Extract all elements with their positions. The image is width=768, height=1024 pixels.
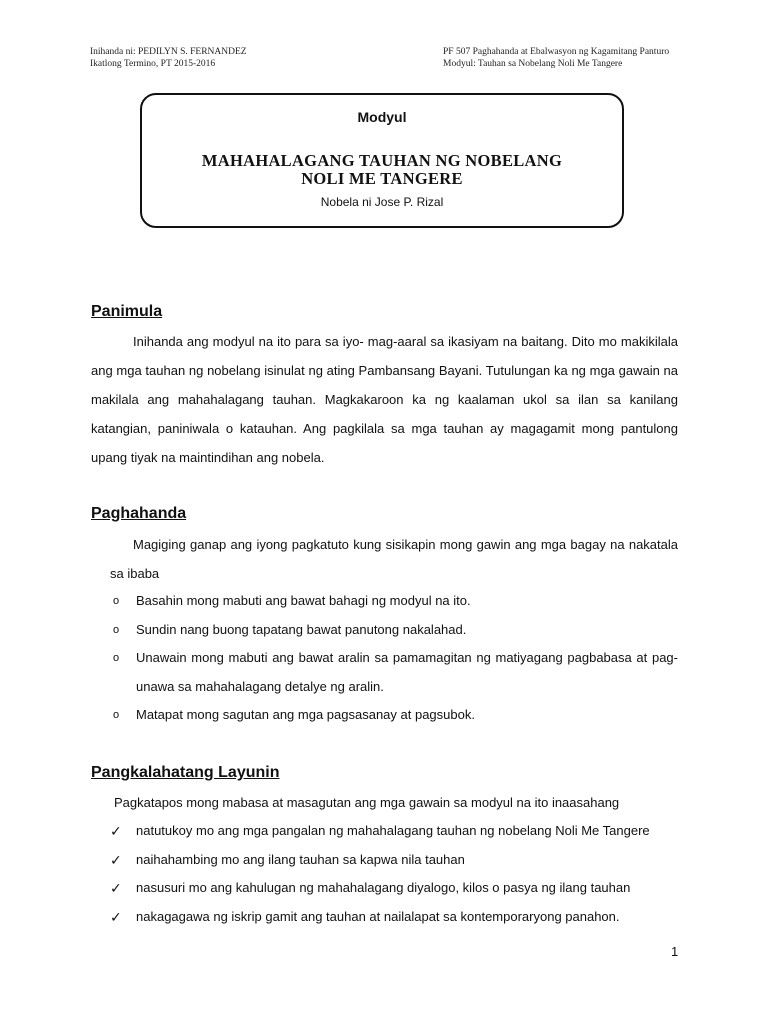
list-item-text: natutukoy mo ang mga pangalan ng mahahalagang tauhan ng nobelang Noli Me Tangere — [136, 823, 650, 838]
list-item-text: Basahin mong mabuti ang bawat bahagi ng modyul na ito. — [136, 593, 471, 608]
list-item-text: nasusuri mo ang kahulugan ng mahahalagang diyalogo, kilos o pasya ng ilang tauhan — [136, 880, 631, 895]
list-item-text: Unawain mong mabuti ang bawat aralin sa pamamagitan ng matiyagang pagbabasa at pag-unawa sa mahahalagang detalye ng aralin. — [136, 650, 678, 694]
title-line-1: MAHAHALAGANG TAUHAN NG NOBELANG — [201, 151, 563, 170]
checkmark-icon: ✓ — [110, 823, 122, 839]
header-course: PF 507 Paghahanda at Ebalwasyon ng Kagamitang Panturo — [443, 47, 670, 57]
list-item — [110, 644, 678, 701]
circle-bullet-icon: o — [113, 595, 120, 607]
list-item — [110, 701, 678, 730]
list-item-text: Sundin nang buong tapatang bawat panutong nakalahad. — [136, 621, 467, 637]
section-heading-layunin: Pangkalahatang Layunin — [91, 764, 280, 781]
circle-bullet-icon: o — [113, 709, 120, 721]
page-number: 1 — [671, 944, 679, 959]
list-item-text: naihahambing mo ang ilang tauhan sa kapwa nila tauhan — [136, 851, 465, 867]
list-item — [110, 874, 678, 903]
circle-bullet-icon: o — [113, 623, 120, 636]
title-subtitle: Nobela ni Jose P. Rizal — [320, 195, 444, 209]
list-item — [110, 846, 678, 875]
header-left — [90, 46, 247, 70]
section-heading-paghahanda: Paghahanda — [91, 505, 187, 522]
checkmark-icon: ✓ — [110, 880, 122, 896]
title-box — [140, 93, 624, 228]
layunin-intro: Pagkatapos mong mabasa at masagutan ang mga gawain sa modyul na ito inaasahang — [114, 795, 620, 810]
layunin-list — [110, 817, 678, 931]
header-right — [443, 46, 669, 70]
header-term: Ikatlong Termino, PT 2015-2016 — [90, 59, 216, 69]
title-label: Modyul — [357, 109, 407, 125]
paghahanda-intro: Magiging ganap ang iyong pagkatuto kung sisikapin mong gawin ang mga bagay na nakatala sa ibaba — [110, 537, 678, 581]
header-author: Inihanda ni: PEDILYN S. FERNANDEZ — [90, 47, 247, 57]
header-module: Modyul: Tauhan sa Nobelang Noli Me Tangere — [443, 59, 623, 69]
checkmark-icon: ✓ — [110, 908, 122, 925]
list-item-text: nakagagawa ng iskrip gamit ang tauhan at nailalapat sa kontemporaryong panahon. — [136, 908, 620, 924]
list-item — [110, 903, 678, 932]
list-item — [110, 616, 678, 645]
page-title — [142, 152, 622, 188]
circle-bullet-icon: o — [113, 652, 120, 664]
list-item — [110, 817, 678, 846]
list-item-text: Matapat mong sagutan ang mga pagsasanay at pagsubok. — [136, 707, 475, 722]
list-item — [110, 587, 678, 616]
title-line-2: NOLI ME TANGERE — [301, 169, 463, 188]
section-heading-panimula: Panimula — [91, 303, 163, 320]
panimula-paragraph: Inihanda ang modyul na ito para sa iyo- mag-aaral sa ikasiyam na baitang. Dito mo makikilala ang mga tauhan ng nobelang isinulat ng ating Pambansang Bayani. Tutulungan ka ng mga gawain na makilala ang mahahalagang tauhan. Magkakaroon ka ng kaalaman ukol sa ilan sa kanilang katangian, paniniwala o katauhan. Ang pagkilala sa mga tauhan ay magagamit mong pantulong upang tiyak na maintindihan ang nobela. — [91, 334, 678, 465]
paghahanda-list — [110, 587, 678, 730]
checkmark-icon: ✓ — [110, 851, 122, 868]
